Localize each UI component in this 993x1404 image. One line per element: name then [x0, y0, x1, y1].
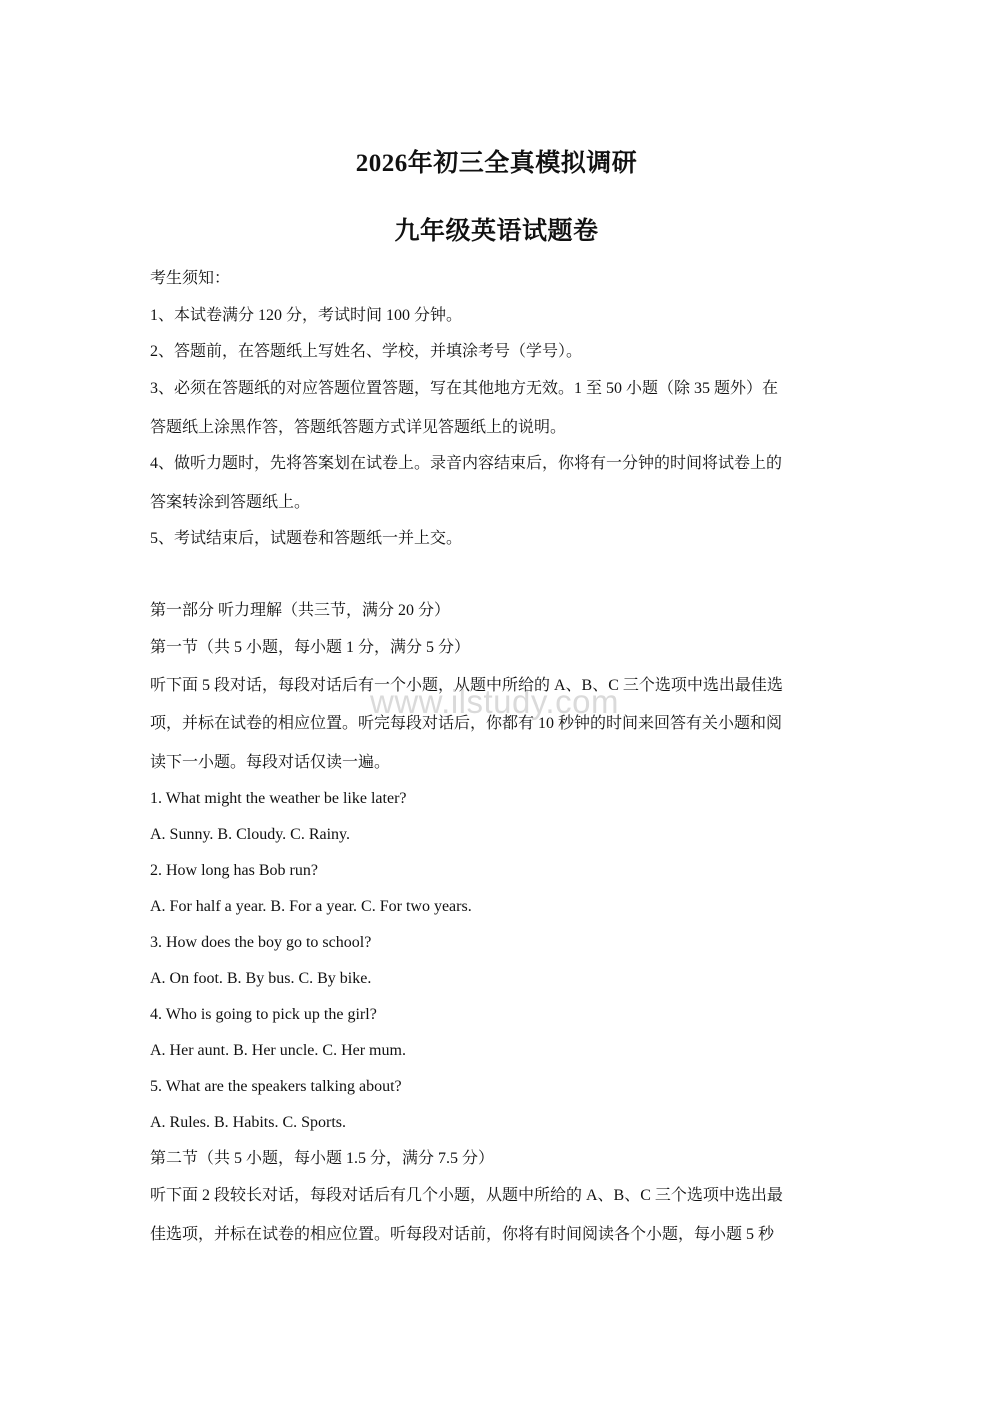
notice-item: 4、做听力题时，先将答案划在试卷上。录音内容结束后，你将有一分钟的时间将试卷上的 — [150, 455, 783, 472]
section1-instructions: 项，并标在试卷的相应位置。听完每段对话后，你都有 10 秒钟的时间来回答有关小题和阅 — [150, 715, 783, 732]
exam-title: 2026年初三全真模拟调研 — [355, 150, 638, 177]
question-options: A. Sunny. B. Cloudy. C. Rainy. — [150, 826, 351, 843]
notice-heading: 考生须知： — [150, 270, 231, 287]
question-options: A. Her aunt. B. Her uncle. C. Her mum. — [150, 1042, 406, 1059]
section1-instructions: 听下面 5 段对话，每段对话后有一个小题，从题中所给的 A、B、C 三个选项中选出最佳选 — [150, 677, 783, 694]
notice-item: 3、必须在答题纸的对应答题位置答题，写在其他地方无效。1 至 50 小题（除 35 题外）在 — [150, 380, 779, 397]
notice-item: 答题纸上涂黑作答，答题纸答题方式详见答题纸上的说明。 — [150, 419, 567, 436]
notice-item: 5、考试结束后，试题卷和答题纸一并上交。 — [150, 530, 463, 547]
section2-instructions: 佳选项，并标在试卷的相应位置。听每段对话前，你将有时间阅读各个小题，每小题 5 秒 — [150, 1226, 775, 1243]
watermark: www.ilstudy.com — [370, 683, 619, 720]
question-options: A. Rules. B. Habits. C. Sports. — [150, 1114, 347, 1131]
part1-heading: 第一部分 听力理解（共三节，满分 20 分） — [150, 602, 451, 619]
question-text: 2. How long has Bob run? — [150, 862, 318, 879]
notice-item: 2、答题前，在答题纸上写姓名、学校，并填涂考号（学号）。 — [150, 343, 583, 360]
notice-item: 1、本试卷满分 120 分，考试时间 100 分钟。 — [150, 307, 463, 324]
section2-heading: 第二节（共 5 小题，每小题 1.5 分，满分 7.5 分） — [150, 1150, 495, 1167]
question-text: 5. What are the speakers talking about? — [150, 1078, 402, 1095]
question-text: 3. How does the boy go to school? — [150, 934, 372, 951]
question-text: 4. Who is going to pick up the girl? — [150, 1006, 377, 1023]
exam-subtitle: 九年级英语试题卷 — [394, 218, 599, 245]
section1-instructions: 读下一小题。每段对话仅读一遍。 — [150, 754, 391, 771]
question-options: A. On foot. B. By bus. C. By bike. — [150, 970, 372, 987]
question-text: 1. What might the weather be like later? — [150, 790, 407, 807]
notice-item: 答案转涂到答题纸上。 — [150, 494, 311, 511]
question-options: A. For half a year. B. For a year. C. For two years. — [150, 898, 472, 915]
section2-instructions: 听下面 2 段较长对话，每段对话后有几个小题，从题中所给的 A、B、C 三个选项中选出最 — [150, 1187, 783, 1204]
section1-heading: 第一节（共 5 小题，每小题 1 分，满分 5 分） — [150, 639, 471, 656]
